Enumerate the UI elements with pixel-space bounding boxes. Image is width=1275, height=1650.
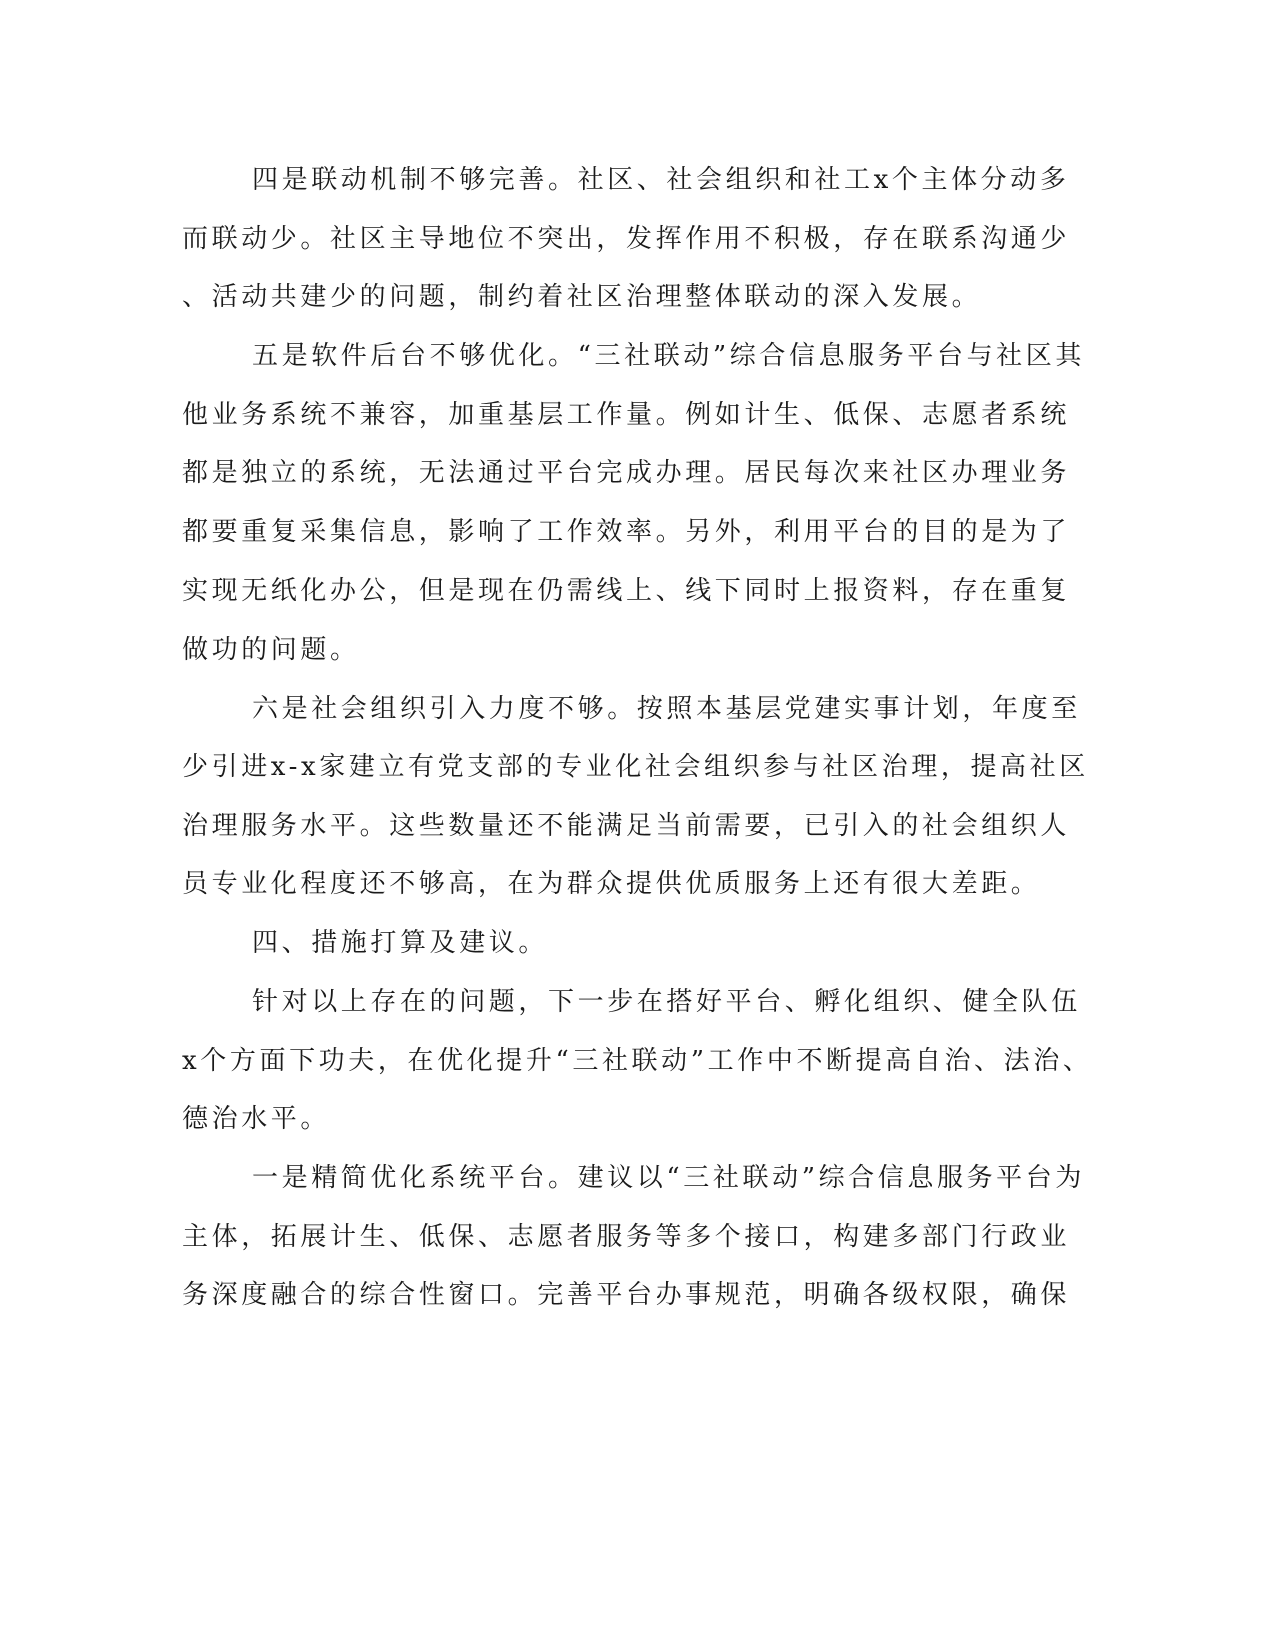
- paragraph-4-line-3: 、活动共建少的问题，制约着社区治理整体联动的深入发展。: [182, 282, 982, 312]
- paragraph-5-line-6: 做功的问题。: [182, 635, 360, 665]
- paragraph-5-line-4: 都要重复采集信息，影响了工作效率。另外，利用平台的目的是为了: [182, 517, 1071, 547]
- paragraph-6-line-1: 六是社会组织引入力度不够。按照本基层党建实事计划，年度至: [252, 694, 1081, 724]
- paragraph-6-line-4: 员专业化程度还不够高，在为群众提供优质服务上还有很大差距。: [182, 869, 1041, 899]
- paragraph-7-line-1: 针对以上存在的问题，下一步在搭好平台、孵化组织、健全队伍: [252, 987, 1081, 1017]
- section-heading: 四、措施打算及建议。: [252, 928, 549, 958]
- paragraph-8-line-3: 务深度融合的综合性窗口。完善平台办事规范，明确各级权限，确保: [182, 1280, 1071, 1310]
- paragraph-7-line-2: x个方面下功夫，在优化提升“三社联动”工作中不断提高自治、法治、: [182, 1046, 1093, 1076]
- paragraph-8-line-1: 一是精简优化系统平台。建议以“三社联动”综合信息服务平台为: [252, 1163, 1085, 1193]
- paragraph-5-line-5: 实现无纸化办公，但是现在仍需线上、线下同时上报资料，存在重复: [182, 576, 1071, 606]
- paragraph-6-line-2: 少引进x-x家建立有党支部的专业化社会组织参与社区治理，提高社区: [182, 752, 1089, 782]
- paragraph-5-line-2: 他业务系统不兼容，加重基层工作量。例如计生、低保、志愿者系统: [182, 400, 1071, 430]
- paragraph-4-line-1: 四是联动机制不够完善。社区、社会组织和社工x个主体分动多: [252, 165, 1070, 195]
- paragraph-4-line-2: 而联动少。社区主导地位不突出，发挥作用不积极，存在联系沟通少: [182, 224, 1071, 254]
- paragraph-7-line-3: 德治水平。: [182, 1104, 331, 1134]
- paragraph-6-line-3: 治理服务水平。这些数量还不能满足当前需要，已引入的社会组织人: [182, 811, 1071, 841]
- paragraph-5-line-1: 五是软件后台不够优化。“三社联动”综合信息服务平台与社区其: [252, 341, 1085, 371]
- paragraph-5-line-3: 都是独立的系统，无法通过平台完成办理。居民每次来社区办理业务: [182, 458, 1071, 488]
- paragraph-8-line-2: 主体，拓展计生、低保、志愿者服务等多个接口，构建多部门行政业: [182, 1222, 1071, 1252]
